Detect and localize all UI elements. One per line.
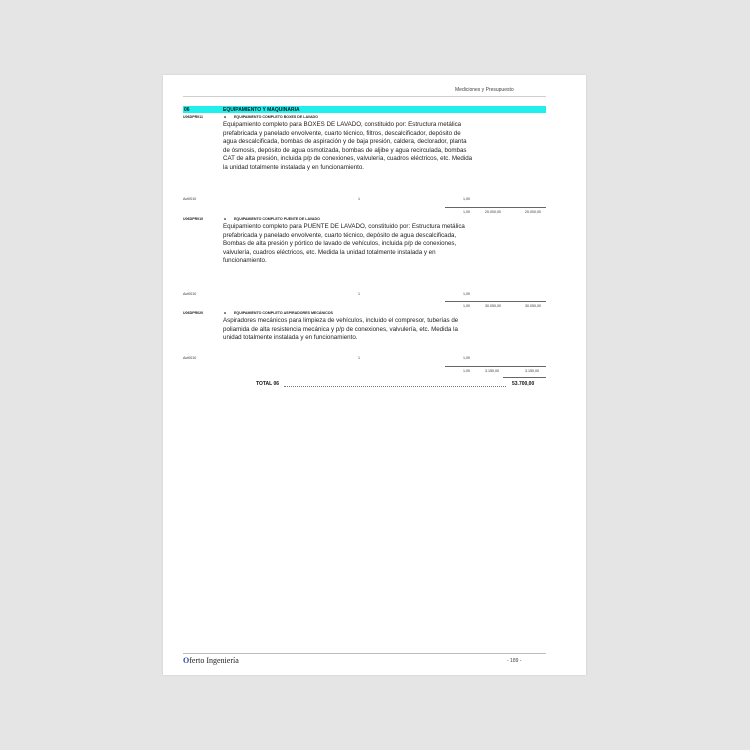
measure-partial: 1,00 (463, 292, 470, 296)
item-amount: 30.050,00 (525, 304, 541, 308)
subtotal-rule (445, 301, 546, 302)
measure-units: 1 (358, 292, 360, 296)
measure-label: Act0010 (183, 197, 197, 201)
measure-label: Act0010 (183, 356, 197, 360)
header-divider (183, 96, 546, 97)
item-amount: 20.000,00 (525, 210, 541, 214)
item-description: Equipamiento completo para PUENTE DE LAVADO, constituido por: Estructura metálica prefabricada y panelado envolvente, cuarto técnico, depósito de agua descalcificada, Bombas de alta presión y pórtico de lavado de vehículos, incluida p/p de conexiones, valvulería, cuadros eléctricos, etc. Medida la unidad totalmente instalada y en funcionamiento. (223, 223, 465, 264)
subtotal-rule (445, 207, 546, 208)
item-price: 30.050,00 (485, 304, 501, 308)
item-description: Aspiradores mecánicos para limpieza de vehículos, incluido el compresor, tuberías de poliamida de alta resistencia mecánica y p/p de conexiones, valvulería, etc. Medida la unidad totalmente instalada y en funcionamiento. (223, 317, 459, 341)
item-unit: u (224, 115, 227, 119)
item-short-title: EQUIPAMIENTO COMPLETO ASPIRADORES MECÁNICOS (234, 311, 333, 315)
chapter-title: EQUIPAMIENTO Y MAQUINARIA (223, 107, 300, 113)
item-description: Equipamiento completo para BOXES DE LAVADO, constituido por: Estructura metálica prefabricada y panelado envolvente, cuarto técnico, filtros, descalcificador, depósito de agua descalcificada, bombas de aspiración y de baja presión, caldera, declorador, planta de ósmosis, depósito de agua osmotizada, bombas de aljibe y agua recirculada, bombas CAT de alta presión, incluida p/p de conexiones, valvulería, cuadros eléctricos, etc. Medida la unidad totalmente instalada y en funcionamiento. (223, 121, 473, 171)
total-rule (503, 377, 546, 378)
measure-partial: 1,00 (463, 197, 470, 201)
item-price: 3.150,00 (485, 369, 499, 373)
item-unit: u (224, 217, 227, 221)
item-amount: 3.150,00 (525, 369, 539, 373)
item-quantity: 1,00 (463, 369, 470, 373)
footer-divider (183, 653, 546, 654)
logo-mark-icon: O (183, 656, 190, 665)
measure-label: Act0010 (183, 292, 197, 296)
measure-units: 1 (358, 197, 360, 201)
item-unit: u (224, 311, 227, 315)
subtotal-rule (445, 366, 546, 367)
item-code: U06DPR011 (183, 115, 203, 119)
total-value: 53.700,00 (512, 381, 535, 387)
header-title: Mediciones y Presupuesto (455, 87, 514, 93)
total-label: TOTAL 06 (256, 381, 280, 387)
chapter-code: 06 (184, 107, 190, 113)
item-price: 20.000,00 (485, 210, 501, 214)
item-quantity: 1,00 (463, 304, 470, 308)
item-short-title: EQUIPAMIENTO COMPLETO BOXES DE LAVADO (234, 115, 318, 119)
document-page (163, 75, 586, 675)
item-short-title: EQUIPAMIENTO COMPLETO PUENTE DE LAVADO (234, 217, 320, 221)
measure-partial: 1,00 (463, 356, 470, 360)
total-leader-dots (284, 386, 506, 387)
company-logo: Oferto Ingeniería (183, 656, 239, 665)
item-code: U06DPR010 (183, 217, 204, 221)
item-quantity: 1,00 (463, 210, 470, 214)
item-code: U06DPR020 (183, 311, 204, 315)
page-number: - 189 - (507, 658, 522, 664)
measure-units: 1 (358, 356, 360, 360)
